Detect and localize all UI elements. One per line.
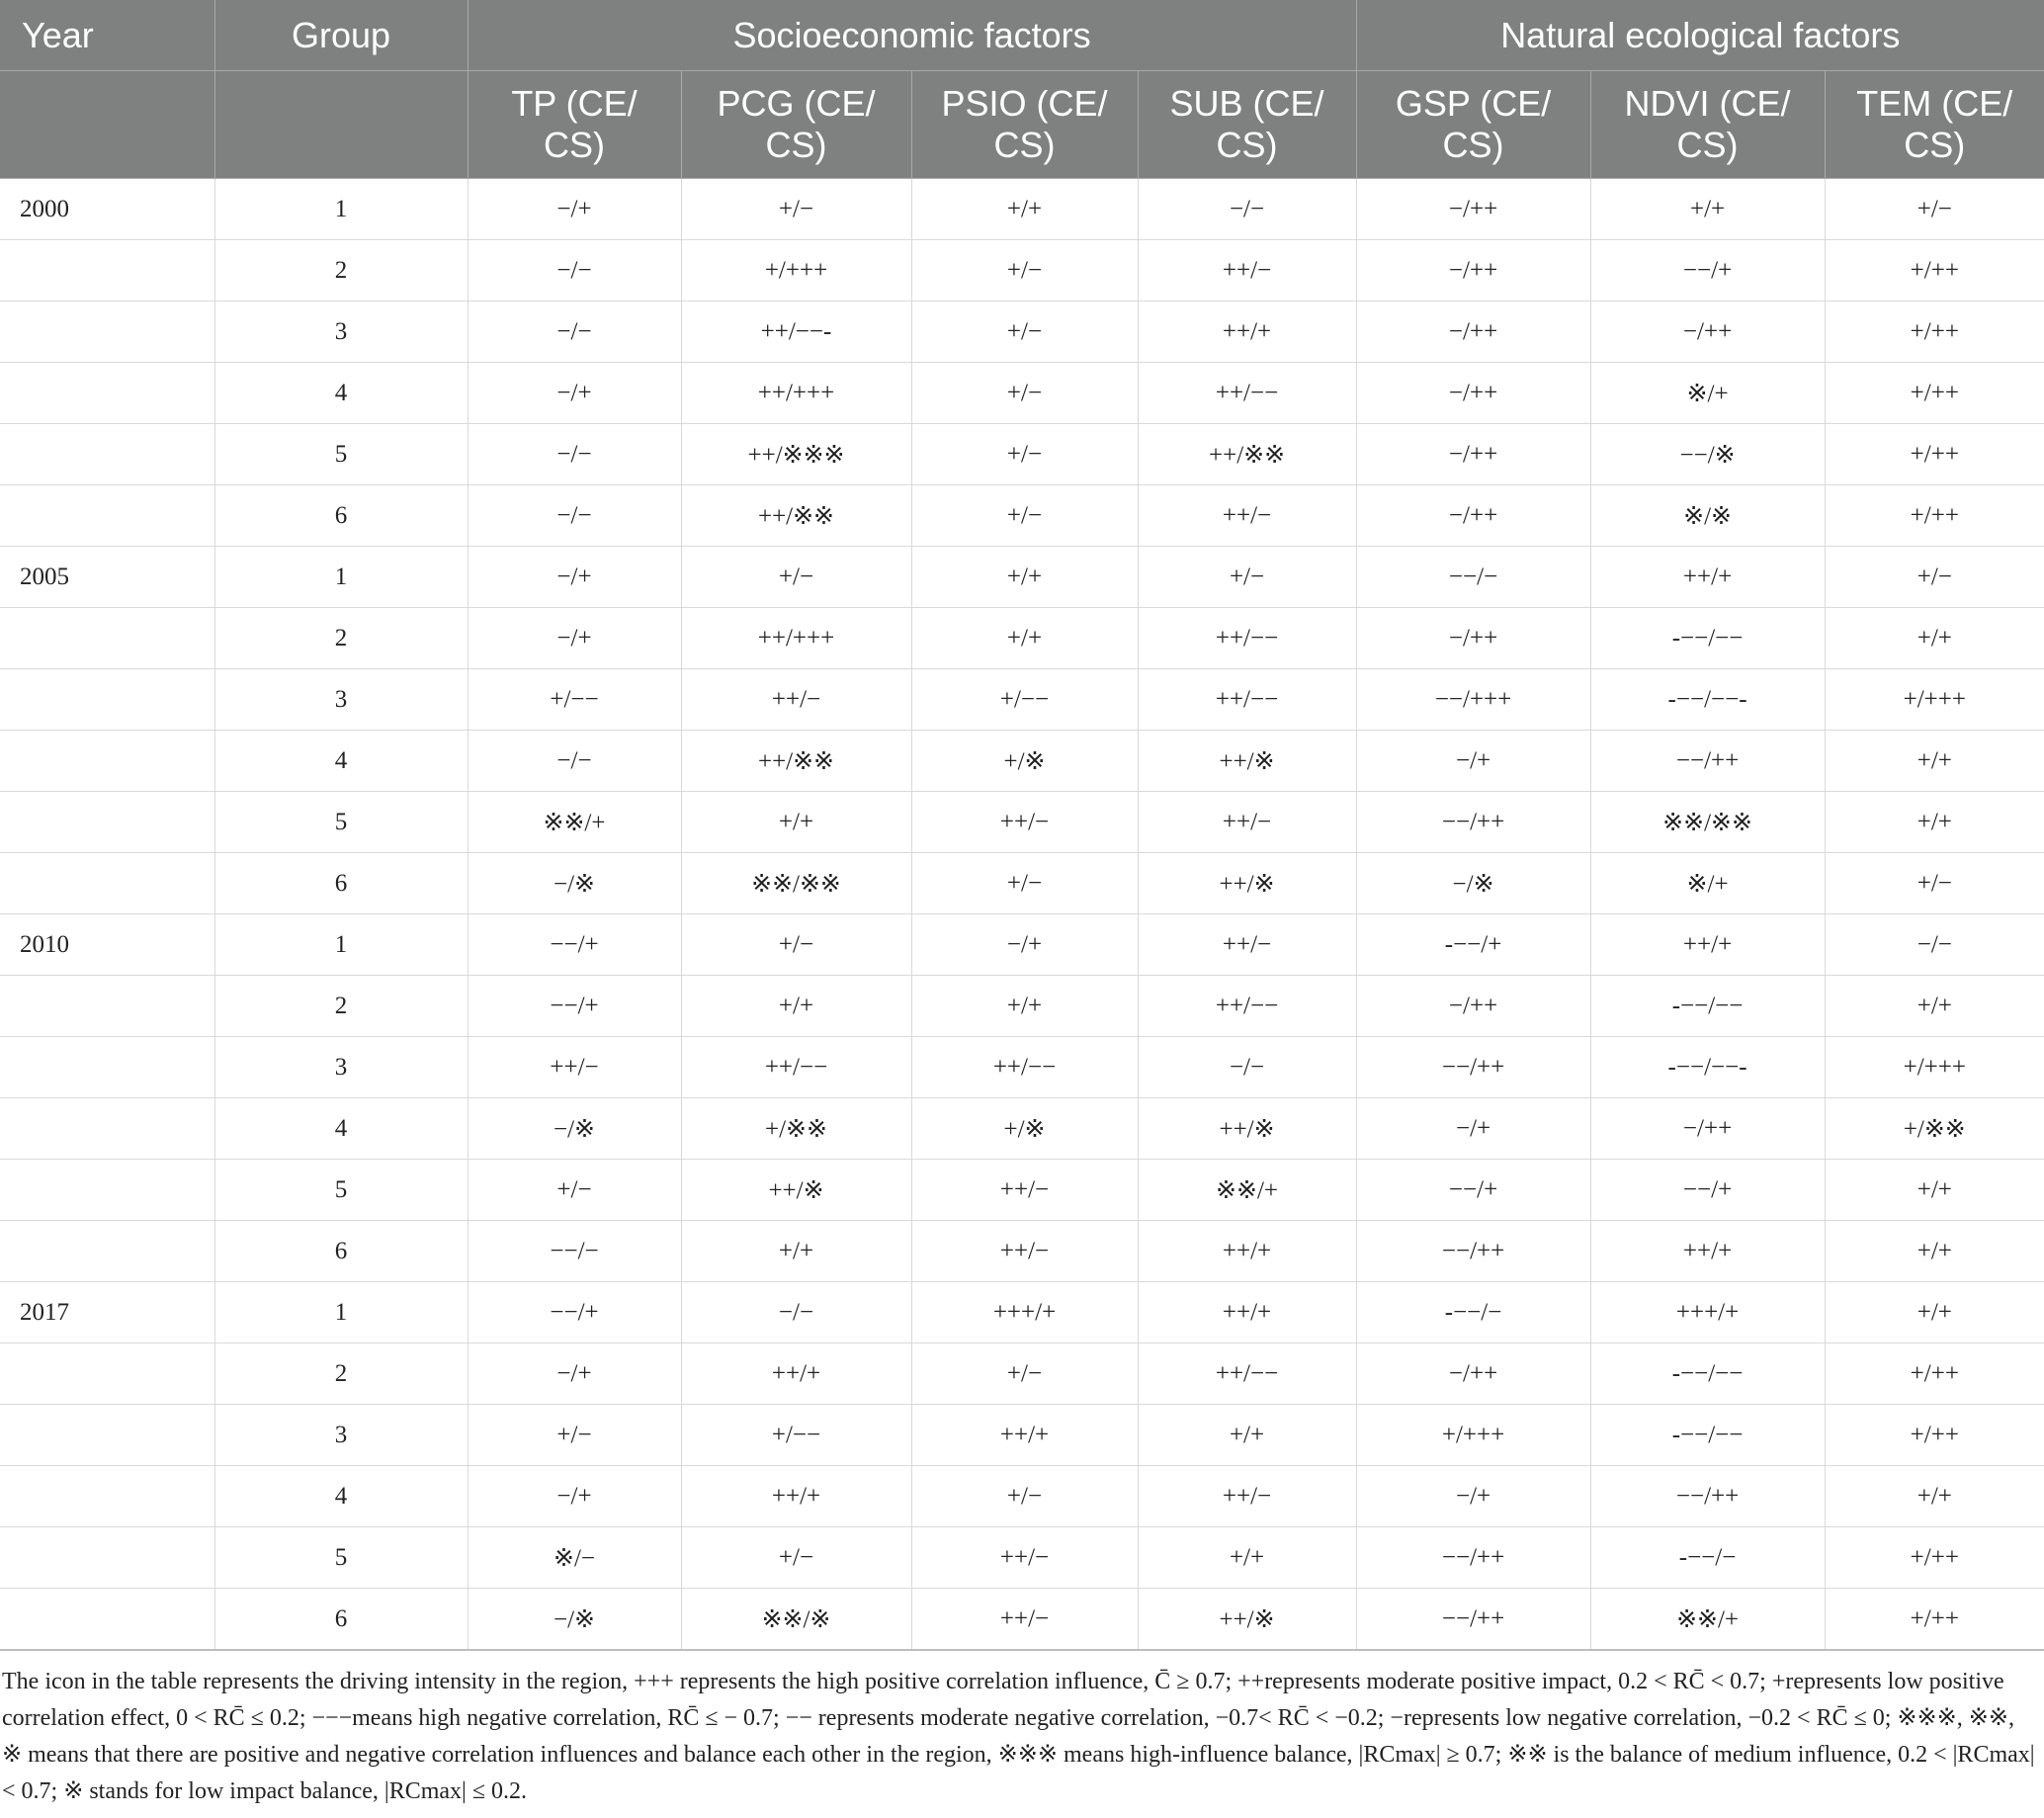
- group-cell: 5: [214, 792, 468, 853]
- year-cell: [0, 1589, 214, 1651]
- group-cell: 2: [214, 976, 468, 1037]
- gsp-cell: −−/−: [1356, 547, 1590, 608]
- col-header-ndvi: NDVI (CE/ CS): [1590, 71, 1825, 179]
- year-cell: [0, 1405, 214, 1466]
- group-header: Group: [214, 0, 468, 71]
- sub-cell: ++/−−: [1138, 1343, 1356, 1405]
- sub-cell: ++/※: [1138, 731, 1356, 792]
- ndvi-cell: ※/+: [1590, 853, 1825, 914]
- table-row: [0, 914, 2044, 976]
- header-row-2: [0, 71, 2044, 179]
- group-cell: 3: [214, 1405, 468, 1466]
- tem-cell: +/+: [1825, 1221, 2044, 1282]
- tp-cell: −−/+: [468, 976, 681, 1037]
- group-cell: 4: [214, 1466, 468, 1527]
- sub-cell: ++/−: [1138, 1466, 1356, 1527]
- ndvi-cell: ※※/+: [1590, 1589, 1825, 1651]
- pcg-cell: ++/※※: [681, 485, 911, 547]
- tp-cell: −−/+: [468, 914, 681, 976]
- year-header-blank: [0, 71, 214, 179]
- col-header-sub: SUB (CE/ CS): [1138, 71, 1356, 179]
- tem-cell: +/++: [1825, 485, 2044, 547]
- col-header-psio: PSIO (CE/ CS): [911, 71, 1138, 179]
- group-cell: 1: [214, 547, 468, 608]
- sub-cell: ++/※: [1138, 853, 1356, 914]
- table-row: [0, 1405, 2044, 1466]
- ndvi-cell: -−−/−−-: [1590, 1037, 1825, 1098]
- tp-cell: −/※: [468, 1098, 681, 1160]
- ndvi-cell: −−/※: [1590, 424, 1825, 485]
- pcg-cell: ++/−−-: [681, 302, 911, 363]
- tp-cell: −−/+: [468, 1282, 681, 1343]
- table-body: [0, 179, 2044, 1651]
- ndvi-cell: ※/+: [1590, 363, 1825, 424]
- group-cell: 2: [214, 608, 468, 669]
- gsp-cell: −/++: [1356, 424, 1590, 485]
- group-cell: 5: [214, 1160, 468, 1221]
- year-cell: [0, 240, 214, 302]
- ndvi-cell: −−/+: [1590, 1160, 1825, 1221]
- table-row: [0, 608, 2044, 669]
- table-row: [0, 1037, 2044, 1098]
- group-cell: 6: [214, 1589, 468, 1651]
- tem-cell: +/+++: [1825, 669, 2044, 731]
- pcg-cell: ++/−: [681, 669, 911, 731]
- tp-cell: −/−: [468, 424, 681, 485]
- col-header-tem: TEM (CE/ CS): [1825, 71, 2044, 179]
- gsp-cell: −/+: [1356, 1466, 1590, 1527]
- year-cell: [0, 608, 214, 669]
- group-cell: 1: [214, 1282, 468, 1343]
- year-header: Year: [0, 0, 214, 71]
- sub-cell: ++/※: [1138, 1589, 1356, 1651]
- year-cell: [0, 302, 214, 363]
- gsp-cell: −−/+++: [1356, 669, 1590, 731]
- tp-cell: −/※: [468, 1589, 681, 1651]
- year-cell: [0, 1466, 214, 1527]
- psio-cell: +/+: [911, 976, 1138, 1037]
- pcg-cell: +/−: [681, 1527, 911, 1589]
- year-cell: [0, 1221, 214, 1282]
- sub-cell: ++/※: [1138, 1098, 1356, 1160]
- sub-cell: ++/+: [1138, 1282, 1356, 1343]
- table-row: [0, 240, 2044, 302]
- ndvi-cell: -−−/−−: [1590, 1405, 1825, 1466]
- tem-cell: +/+: [1825, 1282, 2044, 1343]
- year-cell: 2005: [0, 547, 214, 608]
- gsp-cell: -−−/+: [1356, 914, 1590, 976]
- table-row: [0, 547, 2044, 608]
- table-footnote: The icon in the table represents the driving intensity in the region, +++ represents the high positive correlation influence, C̄ ≥ 0.7; ++represents moderate positive impact, 0.2 < RC̄ < 0.7; +represents low positive correlation effect, 0 < RC̄ ≤ 0.2; −−−means high negative correlation, RC̄ ≤ − 0.7; −− represents moderate negative correlation, −0.7< RC̄ < −0.2; −represents low negative correlation, −0.2 < RC̄ ≤ 0; ※※※, ※※, ※ means that there are positive and negative correlation influences and balance each other in the region, ※※※ means high-influence balance, |RCmax| ≥ 0.7; ※※ is the balance of medium influence, 0.2 < |RCmax| < 0.7; ※ stands for low impact balance, |RCmax| ≤ 0.2.: [2, 1669, 2035, 1804]
- ndvi-cell: ※/※: [1590, 485, 1825, 547]
- sub-cell: ++/※※: [1138, 424, 1356, 485]
- psio-cell: +/※: [911, 1098, 1138, 1160]
- ndvi-cell: ++/+: [1590, 547, 1825, 608]
- tp-cell: −/+: [468, 179, 681, 240]
- tem-cell: +/++: [1825, 1343, 2044, 1405]
- pcg-cell: ++/+++: [681, 608, 911, 669]
- pcg-cell: ※※/※: [681, 1589, 911, 1651]
- natural-ecological-header: Natural ecological factors: [1356, 0, 2044, 71]
- ndvi-cell: ++/+: [1590, 914, 1825, 976]
- psio-cell: +/+: [911, 547, 1138, 608]
- psio-cell: +/−: [911, 1466, 1138, 1527]
- psio-cell: +/−: [911, 240, 1138, 302]
- tem-cell: +/+: [1825, 731, 2044, 792]
- year-cell: [0, 424, 214, 485]
- tem-cell: +/+: [1825, 1466, 2044, 1527]
- gsp-cell: −/++: [1356, 608, 1590, 669]
- group-cell: 5: [214, 1527, 468, 1589]
- tp-cell: −/+: [468, 1343, 681, 1405]
- sub-cell: +/+: [1138, 1405, 1356, 1466]
- gsp-cell: −/++: [1356, 1343, 1590, 1405]
- tem-cell: +/−: [1825, 547, 2044, 608]
- year-cell: [0, 485, 214, 547]
- pcg-cell: ++/※※※: [681, 424, 911, 485]
- table-row: [0, 1343, 2044, 1405]
- group-cell: 5: [214, 424, 468, 485]
- psio-cell: +++/+: [911, 1282, 1138, 1343]
- tp-cell: −/※: [468, 853, 681, 914]
- group-cell: 2: [214, 1343, 468, 1405]
- psio-cell: +/−−: [911, 669, 1138, 731]
- table-row: [0, 1589, 2044, 1651]
- gsp-cell: −/+: [1356, 731, 1590, 792]
- tp-cell: −/+: [468, 608, 681, 669]
- ndvi-cell: -−−/−−-: [1590, 669, 1825, 731]
- year-cell: [0, 363, 214, 424]
- gsp-cell: −−/++: [1356, 1589, 1590, 1651]
- ndvi-cell: −−/+: [1590, 240, 1825, 302]
- header-row-1: [0, 0, 2044, 71]
- tp-cell: −/−: [468, 485, 681, 547]
- tp-cell: −/−: [468, 240, 681, 302]
- psio-cell: +/−: [911, 302, 1138, 363]
- socioeconomic-header: Socioeconomic factors: [468, 0, 1356, 71]
- group-header-blank: [214, 71, 468, 179]
- gsp-cell: −−/+: [1356, 1160, 1590, 1221]
- pcg-cell: +/+: [681, 976, 911, 1037]
- table-row: [0, 1098, 2044, 1160]
- gsp-cell: −−/++: [1356, 1527, 1590, 1589]
- table-header: [0, 0, 2044, 179]
- table-row: [0, 363, 2044, 424]
- ndvi-cell: -−−/−: [1590, 1527, 1825, 1589]
- table-row: [0, 1282, 2044, 1343]
- pcg-cell: +/+: [681, 1221, 911, 1282]
- sub-cell: ++/−−: [1138, 363, 1356, 424]
- pcg-cell: ※※/※※: [681, 853, 911, 914]
- sub-cell: ++/+: [1138, 302, 1356, 363]
- psio-cell: +/−: [911, 1343, 1138, 1405]
- psio-cell: ++/−: [911, 1589, 1138, 1651]
- ndvi-cell: -−−/−−: [1590, 976, 1825, 1037]
- tem-cell: +/++: [1825, 1405, 2044, 1466]
- gsp-cell: +/+++: [1356, 1405, 1590, 1466]
- tem-cell: +/−: [1825, 853, 2044, 914]
- sub-cell: +/−: [1138, 547, 1356, 608]
- psio-cell: ++/−: [911, 792, 1138, 853]
- psio-cell: −/+: [911, 914, 1138, 976]
- group-cell: 1: [214, 179, 468, 240]
- pcg-cell: ++/+++: [681, 363, 911, 424]
- gsp-cell: -−−/−: [1356, 1282, 1590, 1343]
- table-row: [0, 976, 2044, 1037]
- tem-cell: +/−: [1825, 179, 2044, 240]
- year-cell: [0, 792, 214, 853]
- table-row: [0, 302, 2044, 363]
- sub-cell: +/+: [1138, 1527, 1356, 1589]
- psio-cell: +/+: [911, 179, 1138, 240]
- ndvi-cell: ※※/※※: [1590, 792, 1825, 853]
- sub-cell: ++/−−: [1138, 976, 1356, 1037]
- group-cell: 2: [214, 240, 468, 302]
- tp-cell: ++/−: [468, 1037, 681, 1098]
- psio-cell: +/−: [911, 363, 1138, 424]
- pcg-cell: +/−−: [681, 1405, 911, 1466]
- tem-cell: +/++: [1825, 302, 2044, 363]
- gsp-cell: −/※: [1356, 853, 1590, 914]
- gsp-cell: −−/++: [1356, 792, 1590, 853]
- group-cell: 3: [214, 1037, 468, 1098]
- ndvi-cell: −/++: [1590, 302, 1825, 363]
- pcg-cell: ++/※※: [681, 731, 911, 792]
- pcg-cell: ++/+: [681, 1466, 911, 1527]
- group-cell: 6: [214, 853, 468, 914]
- psio-cell: ++/−: [911, 1221, 1138, 1282]
- tem-cell: +/+: [1825, 976, 2044, 1037]
- sub-cell: ++/−−: [1138, 669, 1356, 731]
- gsp-cell: −/++: [1356, 976, 1590, 1037]
- table-row: [0, 669, 2044, 731]
- tp-cell: −/+: [468, 547, 681, 608]
- pcg-cell: ++/※: [681, 1160, 911, 1221]
- gsp-cell: −/++: [1356, 240, 1590, 302]
- ndvi-cell: +/+: [1590, 179, 1825, 240]
- tem-cell: +/+++: [1825, 1037, 2044, 1098]
- year-cell: [0, 1343, 214, 1405]
- sub-cell: ※※/+: [1138, 1160, 1356, 1221]
- tp-cell: +/−: [468, 1160, 681, 1221]
- tem-cell: +/+: [1825, 1160, 2044, 1221]
- sub-cell: ++/−: [1138, 914, 1356, 976]
- col-header-tp: TP (CE/ CS): [468, 71, 681, 179]
- psio-cell: ++/−: [911, 1527, 1138, 1589]
- table-row: [0, 1466, 2044, 1527]
- year-cell: 2010: [0, 914, 214, 976]
- sub-cell: ++/−: [1138, 485, 1356, 547]
- group-cell: 1: [214, 914, 468, 976]
- sub-cell: ++/−: [1138, 792, 1356, 853]
- group-cell: 6: [214, 485, 468, 547]
- group-cell: 4: [214, 731, 468, 792]
- tem-cell: −/−: [1825, 914, 2044, 976]
- year-cell: 2000: [0, 179, 214, 240]
- table-row: [0, 424, 2044, 485]
- group-cell: 4: [214, 363, 468, 424]
- year-cell: [0, 1527, 214, 1589]
- psio-cell: +/−: [911, 485, 1138, 547]
- tp-cell: −/+: [468, 1466, 681, 1527]
- tp-cell: +/−−: [468, 669, 681, 731]
- psio-cell: ++/−−: [911, 1037, 1138, 1098]
- gsp-cell: −/+: [1356, 1098, 1590, 1160]
- tem-cell: +/++: [1825, 363, 2044, 424]
- ndvi-cell: −/++: [1590, 1098, 1825, 1160]
- table-row: [0, 731, 2044, 792]
- table-row: [0, 792, 2044, 853]
- sub-cell: ++/−: [1138, 240, 1356, 302]
- tp-cell: +/−: [468, 1405, 681, 1466]
- ndvi-cell: -−−/−−: [1590, 1343, 1825, 1405]
- ndvi-cell: +++/+: [1590, 1282, 1825, 1343]
- tp-cell: ※/−: [468, 1527, 681, 1589]
- tp-cell: −/−: [468, 731, 681, 792]
- psio-cell: +/+: [911, 608, 1138, 669]
- year-cell: 2017: [0, 1282, 214, 1343]
- tp-cell: −−/−: [468, 1221, 681, 1282]
- table-row: [0, 485, 2044, 547]
- ndvi-cell: −−/++: [1590, 1466, 1825, 1527]
- year-cell: [0, 1098, 214, 1160]
- ndvi-cell: ++/+: [1590, 1221, 1825, 1282]
- table-row: [0, 179, 2044, 240]
- sub-cell: −/−: [1138, 1037, 1356, 1098]
- tp-cell: −/−: [468, 302, 681, 363]
- ndvi-cell: −−/++: [1590, 731, 1825, 792]
- col-header-pcg: PCG (CE/ CS): [681, 71, 911, 179]
- tem-cell: +/++: [1825, 240, 2044, 302]
- pcg-cell: +/+: [681, 792, 911, 853]
- tem-cell: +/※※: [1825, 1098, 2044, 1160]
- table-row: [0, 1527, 2044, 1589]
- psio-cell: +/※: [911, 731, 1138, 792]
- year-cell: [0, 1160, 214, 1221]
- group-cell: 4: [214, 1098, 468, 1160]
- tem-cell: +/+: [1825, 792, 2044, 853]
- pcg-cell: +/+++: [681, 240, 911, 302]
- year-cell: [0, 731, 214, 792]
- psio-cell: ++/−: [911, 1160, 1138, 1221]
- tem-cell: +/+: [1825, 608, 2044, 669]
- pcg-cell: ++/−−: [681, 1037, 911, 1098]
- group-cell: 3: [214, 669, 468, 731]
- psio-cell: ++/+: [911, 1405, 1138, 1466]
- gsp-cell: −/++: [1356, 485, 1590, 547]
- group-cell: 6: [214, 1221, 468, 1282]
- pcg-cell: +/−: [681, 914, 911, 976]
- tem-cell: +/++: [1825, 1527, 2044, 1589]
- tp-cell: −/+: [468, 363, 681, 424]
- sub-cell: ++/−−: [1138, 608, 1356, 669]
- year-cell: [0, 1037, 214, 1098]
- psio-cell: +/−: [911, 424, 1138, 485]
- pcg-cell: +/−: [681, 547, 911, 608]
- tem-cell: +/++: [1825, 1589, 2044, 1651]
- sub-cell: −/−: [1138, 179, 1356, 240]
- year-cell: [0, 976, 214, 1037]
- tem-cell: +/++: [1825, 424, 2044, 485]
- table-row: [0, 1221, 2044, 1282]
- ndvi-cell: -−−/−−: [1590, 608, 1825, 669]
- col-header-gsp: GSP (CE/ CS): [1356, 71, 1590, 179]
- table-row: [0, 853, 2044, 914]
- table-row: [0, 1160, 2044, 1221]
- psio-cell: +/−: [911, 853, 1138, 914]
- sub-cell: ++/+: [1138, 1221, 1356, 1282]
- gsp-cell: −/++: [1356, 363, 1590, 424]
- pcg-cell: −/−: [681, 1282, 911, 1343]
- gsp-cell: −/++: [1356, 302, 1590, 363]
- gsp-cell: −−/++: [1356, 1037, 1590, 1098]
- tp-cell: ※※/+: [468, 792, 681, 853]
- pcg-cell: +/※※: [681, 1098, 911, 1160]
- year-cell: [0, 853, 214, 914]
- gsp-cell: −−/++: [1356, 1221, 1590, 1282]
- group-cell: 3: [214, 302, 468, 363]
- year-cell: [0, 669, 214, 731]
- pcg-cell: ++/+: [681, 1343, 911, 1405]
- pcg-cell: +/−: [681, 179, 911, 240]
- gsp-cell: −/++: [1356, 179, 1590, 240]
